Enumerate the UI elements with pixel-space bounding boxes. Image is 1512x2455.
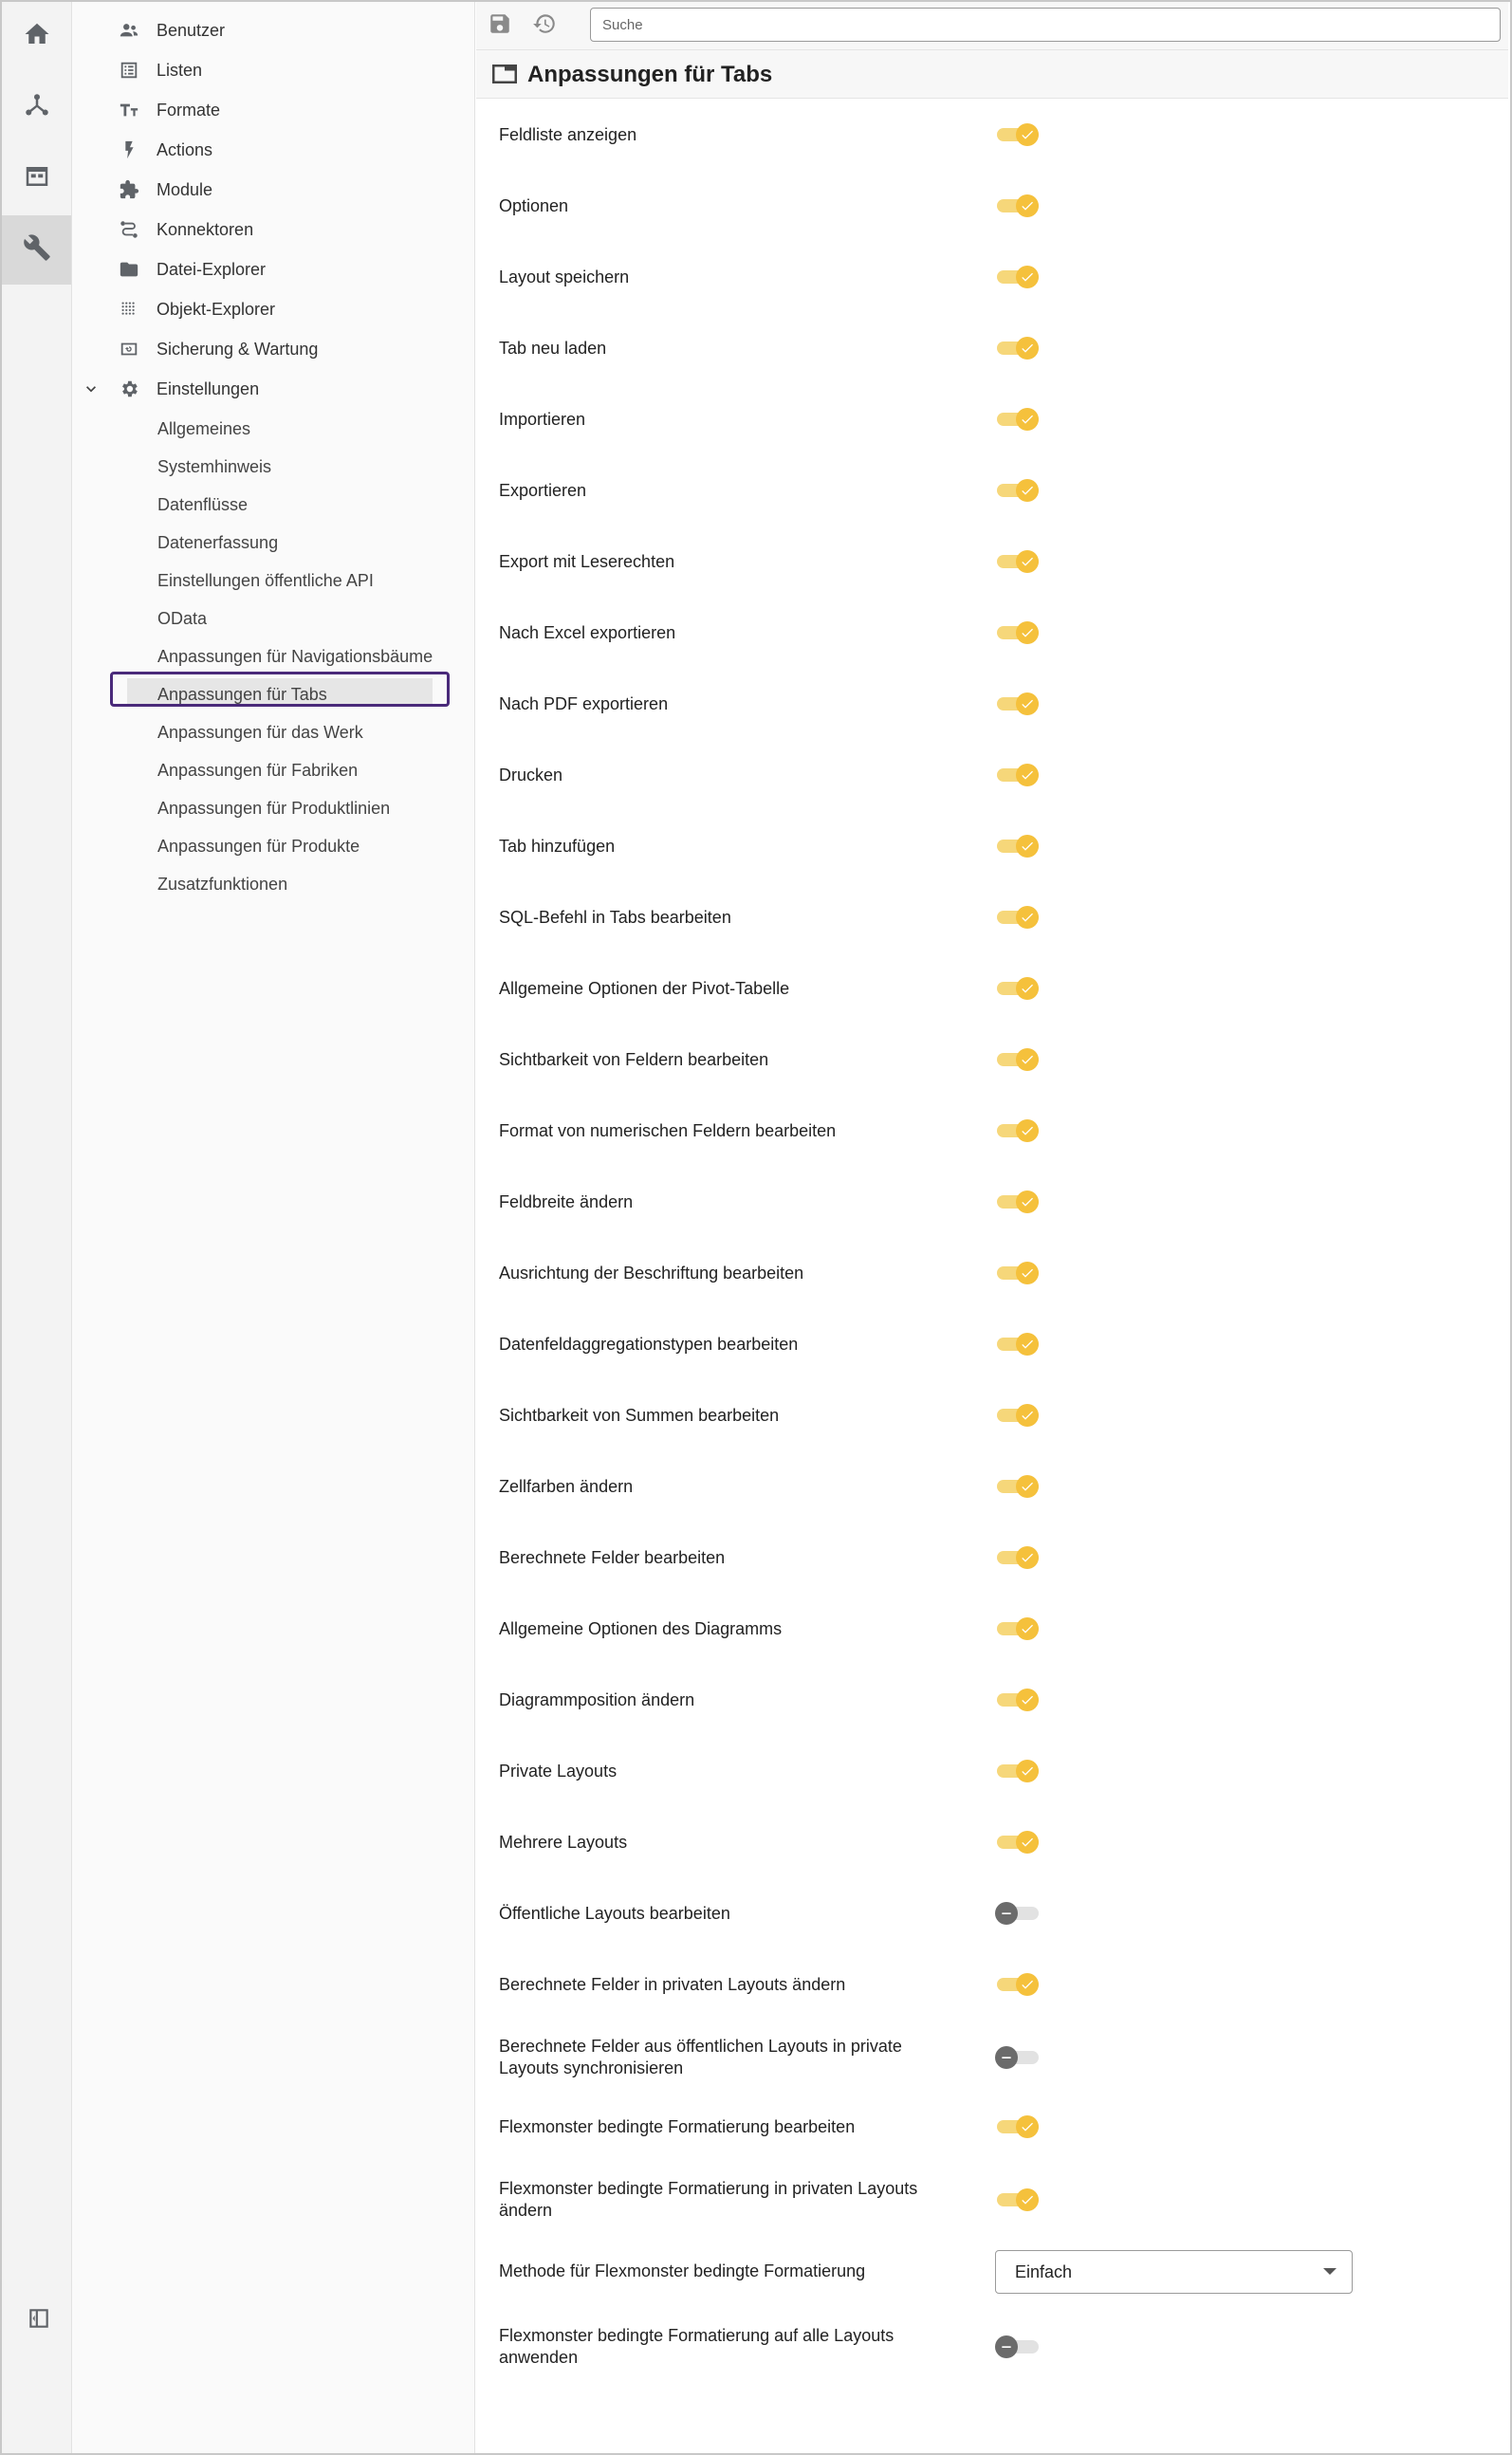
setting-label: Mehrere Layouts — [499, 1833, 628, 1852]
setting-toggle[interactable] — [995, 1330, 1041, 1358]
setting-toggle[interactable] — [995, 1686, 1041, 1714]
setting-label: Datenfeldaggregationstypen bearbeiten — [499, 1335, 799, 1354]
setting-label: Öffentliche Layouts bearbeiten — [499, 1904, 730, 1923]
nav-sub-allgemeines[interactable]: Allgemeines — [157, 418, 251, 438]
page-header — [476, 50, 1508, 99]
setting-label: Export mit Leserechten — [499, 552, 675, 571]
nav-item-label: Objekt-Explorer — [157, 299, 276, 319]
setting-toggle[interactable] — [995, 903, 1041, 932]
minus-icon — [995, 2335, 1018, 2358]
check-icon — [1016, 266, 1039, 288]
nav-sub-systemhinweis[interactable]: Systemhinweis — [157, 456, 272, 476]
nav-sub-odata[interactable]: OData — [157, 608, 208, 628]
nav-item-label: Datei-Explorer — [157, 259, 267, 279]
check-icon — [1016, 1404, 1039, 1427]
setting-toggle[interactable] — [995, 1543, 1041, 1572]
setting-toggle[interactable] — [995, 1970, 1041, 1999]
setting-label: Format von numerischen Feldern bearbeiten — [499, 1121, 837, 1140]
grid-dots-icon — [118, 298, 140, 321]
folder-icon — [118, 258, 140, 281]
check-icon — [1016, 1191, 1039, 1213]
check-icon — [1016, 1262, 1039, 1284]
setting-label: Allgemeine Optionen der Pivot-Tabelle — [499, 979, 790, 998]
rail-layout[interactable] — [2, 144, 71, 213]
nav-item-label: Einstellungen — [157, 378, 260, 398]
setting-label: Sichtbarkeit von Summen bearbeiten — [499, 1406, 780, 1425]
setting-label: Feldliste anzeigen — [499, 125, 637, 144]
check-icon — [1016, 692, 1039, 715]
nav-sub-datenfluesse[interactable]: Datenflüsse — [157, 494, 249, 514]
nav-item-label: Module — [157, 179, 213, 199]
setting-toggle[interactable] — [995, 1188, 1041, 1216]
list-icon — [118, 59, 140, 82]
nav-item-label: Formate — [157, 100, 221, 120]
setting-toggle[interactable] — [995, 761, 1041, 789]
check-icon — [1016, 1048, 1039, 1071]
nav-item-sicherung-wartung[interactable] — [72, 332, 474, 366]
home-icon — [23, 20, 51, 53]
check-icon — [1016, 977, 1039, 1000]
setting-toggle[interactable] — [995, 1259, 1041, 1287]
setting-toggle[interactable] — [995, 334, 1041, 362]
setting-toggle[interactable] — [995, 2113, 1041, 2141]
nav-sub-produktlinien[interactable]: Anpassungen für Produktlinien — [157, 798, 391, 818]
setting-toggle[interactable] — [995, 1045, 1041, 1074]
check-icon — [1016, 764, 1039, 786]
icon-rail — [2, 2, 72, 2453]
nav-item-datei-explorer[interactable] — [72, 252, 474, 286]
backup-icon — [118, 338, 140, 360]
check-icon — [1016, 194, 1039, 217]
setting-label: Nach Excel exportieren — [499, 623, 676, 642]
tab-icon — [491, 63, 518, 85]
nav-item-label: Listen — [157, 60, 203, 80]
dropdown-caret-icon — [1323, 2268, 1337, 2275]
check-icon — [1016, 1119, 1039, 1142]
nav-sub-fabriken[interactable]: Anpassungen für Fabriken — [157, 760, 359, 780]
setting-toggle[interactable] — [995, 1401, 1041, 1430]
sidebar-collapse-icon — [27, 2306, 51, 2335]
check-icon — [1016, 1617, 1039, 1640]
route-icon — [118, 218, 140, 241]
minus-icon — [995, 2046, 1018, 2069]
setting-label: Methode für Flexmonster bedingte Formatierung — [499, 2261, 866, 2280]
setting-label: Berechnete Felder aus öffentlichen Layouts in private Layouts synchronisieren — [499, 2037, 902, 2077]
setting-label: Flexmonster bedingte Formatierung in privaten Layouts ändern — [499, 2179, 918, 2220]
settings-navigation — [72, 2, 475, 2453]
check-icon — [1016, 408, 1039, 431]
setting-label: Ausrichtung der Beschriftung bearbeiten — [499, 1264, 804, 1283]
nav-item-label: Actions — [157, 139, 213, 159]
setting-toggle[interactable] — [995, 2186, 1041, 2214]
check-icon — [1016, 906, 1039, 929]
nav-item-einstellungen[interactable] — [72, 372, 474, 406]
setting-label: Nach PDF exportieren — [499, 694, 669, 713]
flash-icon — [118, 138, 140, 161]
setting-label: Berechnete Felder in privaten Layouts ändern — [499, 1975, 846, 1994]
setting-label: Zellfarben ändern — [499, 1477, 634, 1496]
check-icon — [1016, 550, 1039, 573]
setting-toggle[interactable] — [995, 1828, 1041, 1856]
setting-label: Diagrammposition ändern — [499, 1690, 695, 1709]
nav-item-listen[interactable] — [72, 53, 474, 87]
setting-toggle[interactable] — [995, 1615, 1041, 1643]
layout-icon — [23, 162, 51, 195]
nav-sub-werk[interactable]: Anpassungen für das Werk — [157, 722, 363, 742]
setting-toggle[interactable] — [995, 263, 1041, 291]
nav-sub-oeffentliche-api[interactable]: Einstellungen öffentliche API — [157, 570, 374, 590]
nav-item-benutzer[interactable] — [72, 13, 474, 47]
setting-label: Exportieren — [499, 481, 587, 500]
check-icon — [1016, 337, 1039, 360]
check-icon — [1016, 1546, 1039, 1569]
setting-label: Importieren — [499, 410, 586, 429]
setting-label: Tab hinzufügen — [499, 837, 616, 856]
setting-toggle[interactable] — [995, 1757, 1041, 1785]
nav-item-module[interactable] — [72, 173, 474, 207]
nav-item-label: Sicherung & Wartung — [157, 339, 319, 359]
nav-item-objekt-explorer[interactable] — [72, 292, 474, 326]
setting-label: Layout speichern — [499, 268, 630, 286]
toolbar — [476, 2, 1508, 50]
rail-tools[interactable] — [2, 215, 71, 285]
save-button[interactable] — [484, 9, 516, 42]
nav-item-actions[interactable] — [72, 133, 474, 167]
setting-label: Drucken — [499, 766, 563, 784]
chevron-down-icon[interactable] — [82, 379, 101, 398]
setting-label: Optionen — [499, 196, 569, 215]
nav-item-label: Konnektoren — [157, 219, 254, 239]
minus-icon — [995, 1902, 1018, 1925]
setting-toggle[interactable] — [995, 690, 1041, 718]
hierarchy-icon — [23, 91, 51, 124]
setting-toggle[interactable] — [995, 2043, 1041, 2072]
setting-label: Sichtbarkeit von Feldern bearbeiten — [499, 1050, 769, 1069]
nav-sub-zusatzfunktionen[interactable]: Zusatzfunktionen — [157, 874, 288, 894]
check-icon — [1016, 835, 1039, 858]
nav-item-label: Benutzer — [157, 20, 226, 40]
check-icon — [1016, 2115, 1039, 2138]
check-icon — [1016, 479, 1039, 502]
setting-toggle[interactable] — [995, 1899, 1041, 1928]
nav-sub-navigationsbaeume[interactable]: Anpassungen für Navigationsbäume — [157, 646, 433, 666]
users-icon — [118, 19, 140, 42]
check-icon — [1016, 1760, 1039, 1782]
setting-toggle[interactable] — [995, 192, 1041, 220]
history-icon — [532, 11, 557, 41]
search-input[interactable] — [590, 8, 1501, 42]
check-icon — [1016, 2188, 1039, 2211]
setting-toggle[interactable] — [995, 1472, 1041, 1501]
nav-sub-tabs[interactable]: Anpassungen für Tabs — [157, 684, 327, 704]
check-icon — [1016, 123, 1039, 146]
setting-label: Feldbreite ändern — [499, 1192, 634, 1211]
check-icon — [1016, 1333, 1039, 1356]
check-icon — [1016, 621, 1039, 644]
setting-toggle[interactable] — [995, 2333, 1041, 2361]
wrench-icon — [23, 233, 51, 267]
setting-label: Allgemeine Optionen des Diagramms — [499, 1619, 783, 1638]
setting-label: Flexmonster bedingte Formatierung auf alle Layouts anwenden — [499, 2326, 894, 2367]
setting-label: Flexmonster bedingte Formatierung bearbeiten — [499, 2117, 856, 2136]
rail-hierarchy[interactable] — [2, 73, 71, 142]
save-icon — [488, 11, 512, 41]
setting-toggle[interactable] — [995, 1117, 1041, 1145]
check-icon — [1016, 1973, 1039, 1996]
nav-item-konnektoren[interactable] — [72, 212, 474, 247]
text-format-icon — [118, 99, 140, 121]
page-title: Anpassungen für Tabs — [527, 62, 773, 87]
nav-sub-datenerfassung[interactable]: Datenerfassung — [157, 532, 279, 552]
check-icon — [1016, 1831, 1039, 1854]
setting-label: Tab neu laden — [499, 339, 607, 358]
setting-toggle[interactable] — [995, 120, 1041, 149]
setting-toggle[interactable] — [995, 618, 1041, 647]
check-icon — [1016, 1689, 1039, 1711]
rail-home[interactable] — [2, 2, 71, 71]
setting-toggle[interactable] — [995, 405, 1041, 434]
setting-toggle[interactable] — [995, 476, 1041, 505]
setting-label: SQL-Befehl in Tabs bearbeiten — [499, 908, 731, 927]
setting-toggle[interactable] — [995, 974, 1041, 1003]
setting-label: Private Layouts — [499, 1762, 618, 1781]
setting-toggle[interactable] — [995, 547, 1041, 576]
nav-item-formate[interactable] — [72, 93, 474, 127]
setting-label: Berechnete Felder bearbeiten — [499, 1548, 726, 1567]
nav-sub-produkte[interactable]: Anpassungen für Produkte — [157, 836, 360, 856]
select-value: Einfach — [1015, 2261, 1073, 2281]
gear-icon — [118, 378, 140, 400]
puzzle-icon — [118, 178, 140, 201]
formatting-method-select[interactable] — [995, 2250, 1353, 2294]
sidebar-collapse-button[interactable] — [4, 2301, 73, 2339]
setting-toggle[interactable] — [995, 832, 1041, 860]
check-icon — [1016, 1475, 1039, 1498]
reset-button[interactable] — [528, 9, 561, 42]
